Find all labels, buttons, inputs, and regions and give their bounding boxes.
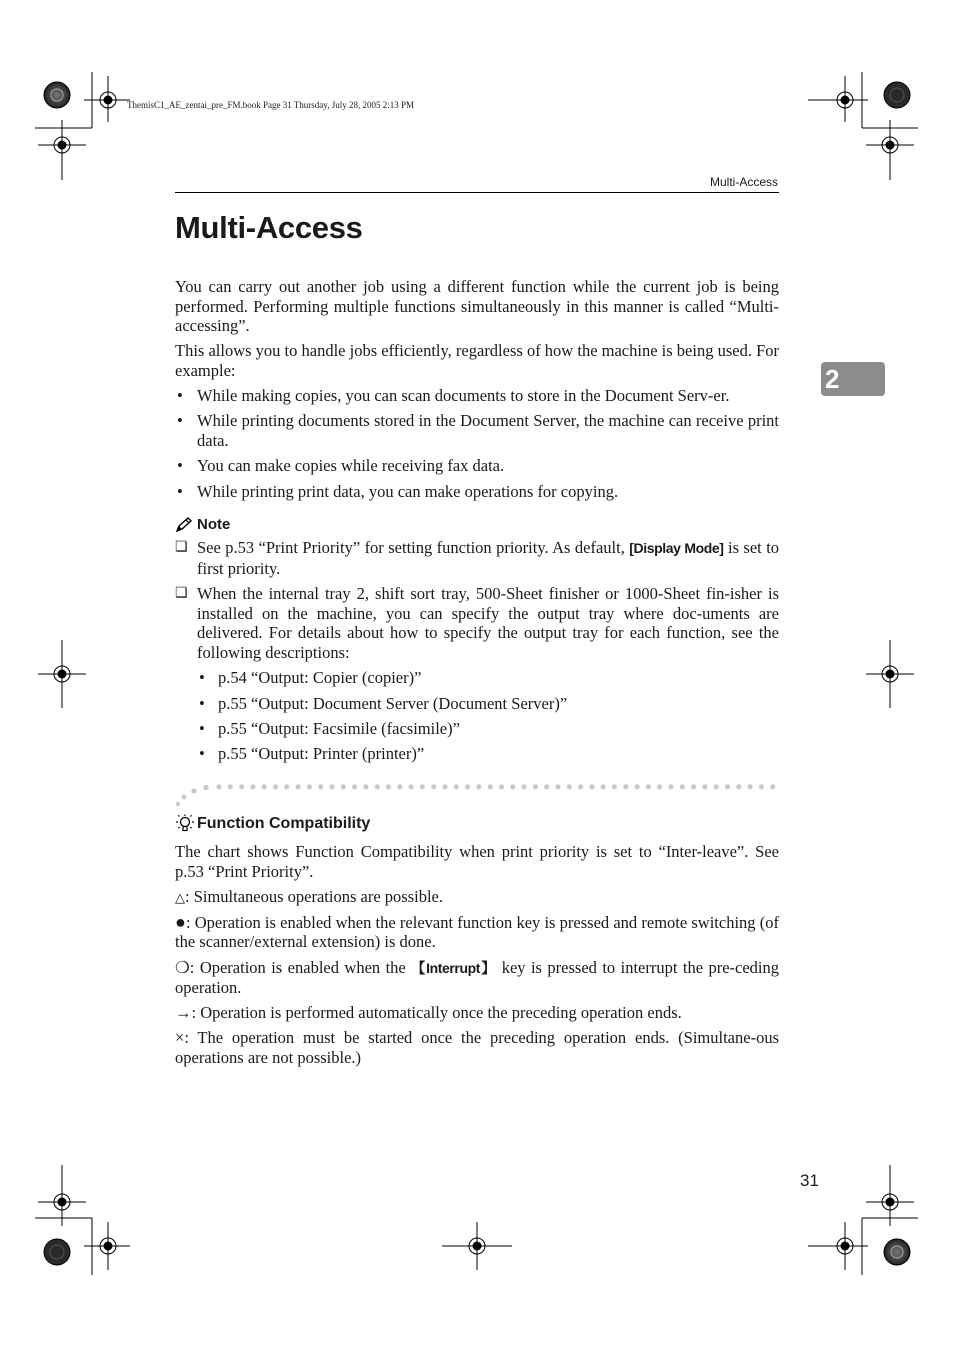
separator-dot <box>725 784 730 789</box>
running-head: Multi-Access <box>709 175 778 189</box>
separator-dot <box>488 784 493 789</box>
note-item <box>175 538 779 578</box>
reference-list <box>197 668 779 764</box>
note-label: Note <box>197 516 231 534</box>
list-item: • While printing print data, you can make operations for copying. <box>175 482 779 502</box>
function-compatibility-intro: The chart shows Function Compatibility when print priority is set to “Inter-leave”. See p.53 “Print Priority”. <box>175 842 779 881</box>
header-rule <box>175 192 779 193</box>
separator-dot <box>691 784 696 789</box>
display-mode-key: [Display Mode] <box>629 539 724 556</box>
legend-text: : Operation is enabled when the relevant function key is pressed and remote switching (of the scanner/external extension) is done. <box>175 912 779 952</box>
separator-dot <box>736 784 741 789</box>
separator-dot <box>442 784 447 789</box>
separator-dot <box>499 784 504 789</box>
page-title: Multi-Access <box>175 210 363 245</box>
separator-dot <box>544 784 549 789</box>
separator-dot <box>273 784 278 789</box>
separator-dot <box>646 784 651 789</box>
separator-dot <box>612 784 617 789</box>
dotted-separator <box>175 784 779 808</box>
note-item-1-text: See p.53 “Print Priority” for setting function priority. As default, <box>197 537 625 557</box>
separator-dot <box>420 784 425 789</box>
separator-dot <box>567 784 572 789</box>
filled-circle-icon: ● <box>175 911 186 932</box>
legend-text: : Operation is enabled when the <box>189 957 406 977</box>
triangle-icon: △ <box>175 889 185 905</box>
interrupt-key: 【Interrupt】 <box>411 959 497 976</box>
intro-paragraph-2: This allows you to handle jobs efficiently, regardless of how the machine is being used. For example: <box>175 341 779 380</box>
reference-link[interactable]: • p.55 “Output: Printer (printer)” <box>197 744 779 764</box>
separator-dot <box>262 784 267 789</box>
separator-dot <box>284 784 289 789</box>
separator-dot <box>714 784 719 789</box>
page-number: 31 <box>800 1171 819 1190</box>
file-header: ThemisC1_AE_zentai_pre_FM.book Page 31 Thursday, July 28, 2005 2:13 PM <box>127 100 414 110</box>
separator-dot <box>239 784 244 789</box>
pencil-icon <box>175 517 193 533</box>
reference-link[interactable]: • p.54 “Output: Copier (copier)” <box>197 668 779 688</box>
separator-dot <box>228 784 233 789</box>
legend-item <box>175 1003 779 1023</box>
separator-dot <box>318 784 323 789</box>
lightbulb-icon <box>175 814 195 834</box>
separator-dot <box>589 784 594 789</box>
separator-dot <box>397 784 402 789</box>
separator-dot <box>623 784 628 789</box>
separator-dot <box>341 784 346 789</box>
legend-text: : Simultaneous operations are possible. <box>185 886 443 906</box>
legend-item <box>175 887 779 908</box>
separator-dot <box>578 784 583 789</box>
separator-dot <box>431 784 436 789</box>
list-item: • You can make copies while receiving fax data. <box>175 456 779 476</box>
examples-list <box>175 386 779 501</box>
note-item-1-text-after: is set to first priority. <box>197 537 780 578</box>
legend-item <box>175 958 779 998</box>
separator-dot <box>307 784 312 789</box>
separator-dot <box>702 784 707 789</box>
separator-dot <box>250 784 255 789</box>
function-compatibility-label: Function Compatibility <box>197 815 371 833</box>
separator-dot <box>680 784 685 789</box>
function-compatibility-heading <box>175 814 779 834</box>
separator-dot <box>770 784 775 789</box>
body-content <box>175 277 779 1073</box>
separator-dot <box>296 784 301 789</box>
separator-dot <box>635 784 640 789</box>
separator-dot <box>668 784 673 789</box>
open-circle-icon: ❍ <box>175 957 190 977</box>
legend-text: : The operation must be started once the preceding operation ends. (Simultane-ous operations are not possible.) <box>175 1028 779 1067</box>
note-list <box>175 538 779 764</box>
arrow-right-icon: → <box>175 1003 192 1023</box>
separator-dot <box>352 784 357 789</box>
separator-dot <box>657 784 662 789</box>
separator-dot <box>363 784 368 789</box>
separator-dot <box>454 784 459 789</box>
separator-dot <box>216 784 221 789</box>
separator-dot <box>510 784 515 789</box>
note-item-2-text: When the internal tray 2, shift sort tray, 500-Sheet finisher or 1000-Sheet fin-isher is installed on the machine, you can specify the output tray where doc-uments are delivered. For details about how to specify the output tray for each function, see the following descriptions: <box>197 583 779 662</box>
separator-dot <box>555 784 560 789</box>
separator-dot <box>409 784 414 789</box>
list-item: • While making copies, you can scan documents to store in the Document Serv-er. <box>175 386 779 406</box>
intro-paragraph-1: You can carry out another job using a different function while the current job is being performed. Performing multiple functions simultaneously in this manner is called “Multi-accessing”. <box>175 277 779 336</box>
legend-text-after: key is pressed to interrupt the pre-ceding operation. <box>175 957 779 998</box>
legend-text: : Operation is performed automatically once the preceding operation ends. <box>191 1003 682 1023</box>
dotted-line <box>175 784 779 808</box>
separator-dot <box>601 784 606 789</box>
reference-link[interactable]: • p.55 “Output: Document Server (Document Server)” <box>197 694 779 714</box>
separator-dot <box>386 784 391 789</box>
separator-dot <box>533 784 538 789</box>
reference-link[interactable]: • p.55 “Output: Facsimile (facsimile)” <box>197 719 779 739</box>
separator-dot <box>375 784 380 789</box>
legend-item <box>175 913 779 952</box>
note-heading <box>175 515 779 535</box>
separator-dot <box>329 784 334 789</box>
note-item <box>175 584 779 764</box>
list-item: • While printing documents stored in the Document Server, the machine can receive print data. <box>175 411 779 450</box>
separator-dot <box>748 784 753 789</box>
cross-icon: × <box>175 1028 185 1048</box>
separator-dot <box>759 784 764 789</box>
separator-dot <box>522 784 527 789</box>
separator-dot <box>476 784 481 789</box>
legend-item <box>175 1028 779 1067</box>
separator-dot <box>465 784 470 789</box>
chapter-tab: 2 <box>821 362 885 396</box>
